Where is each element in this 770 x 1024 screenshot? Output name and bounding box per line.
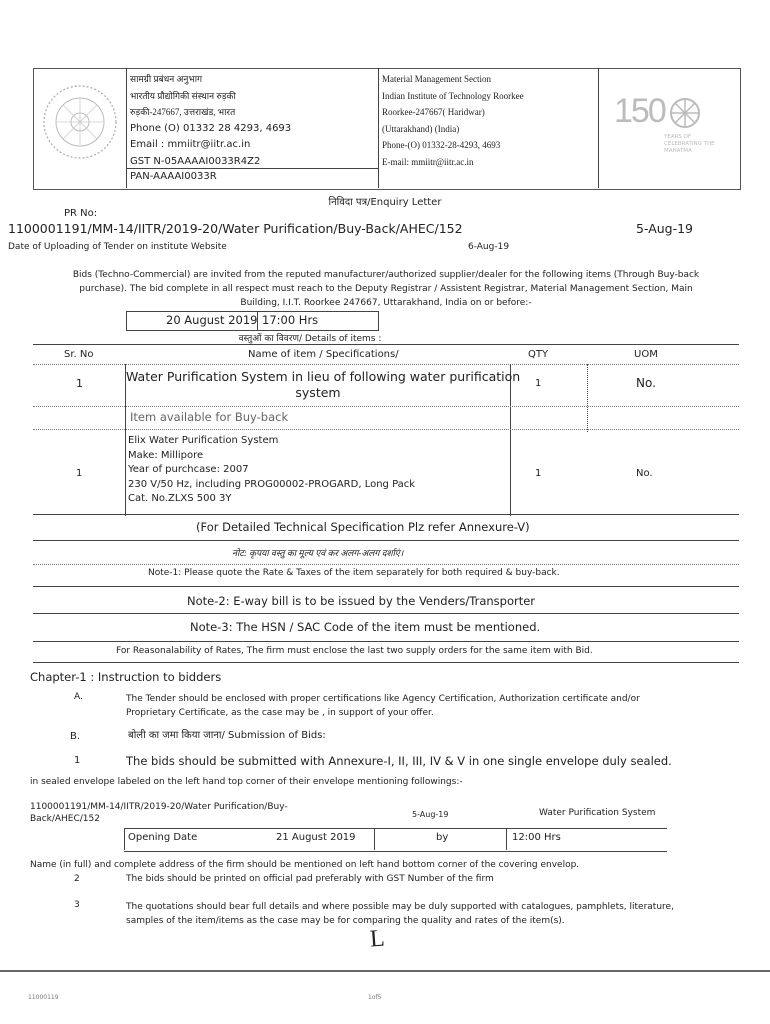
bids-text-line: Bids (Techno-Commercial) are invited from the reputed manufacturer/authorized supplier/dealer for the following items (Through Buy-back	[72, 270, 700, 280]
clause-a-text	[126, 692, 640, 720]
footer-page-number: 1of5	[368, 994, 382, 1001]
envelope-reference	[30, 801, 288, 825]
deadline-time: 17:00 Hrs	[262, 313, 319, 327]
header-pan-divider	[126, 168, 378, 169]
table-col-divider-2	[510, 364, 511, 516]
row2-spec-line: 230 V/50 Hz, including PROG00002-PROGARD, Long Pack	[128, 478, 416, 490]
col-header-name: Name of item / Specifications/	[248, 349, 399, 360]
header-hindi-block	[130, 71, 291, 170]
header-hindi-line: भारतीय प्रौद्योगिकी संस्थान रुड़की	[130, 90, 236, 101]
note3-divider	[33, 641, 739, 642]
annexure-note: (For Detailed Technical Specification Plz refer Annexure-V)	[196, 520, 530, 534]
buyback-label: Item available for Buy-back	[130, 410, 289, 424]
clause-a-line: Proprietary Certificate, as the case may be , in support of your offer.	[126, 708, 434, 718]
row1-divider	[33, 406, 739, 407]
header-eng-line: E-mail: mmiitr@iitr.ac.in	[382, 156, 474, 167]
instruction-2-num: 2	[74, 874, 80, 884]
opening-time: 12:00 Hrs	[512, 832, 561, 843]
row1-name-line: Water Purification System in lieu of following water purification	[126, 369, 521, 384]
clause-a-label: A.	[74, 692, 83, 702]
row1-qty: 1	[535, 378, 542, 389]
note-3: Note-3: The HSN / SAC Code of the item must be mentioned.	[190, 620, 541, 634]
iitr-seal-logo	[40, 82, 120, 162]
col-header-uom: UOM	[634, 349, 658, 360]
header-eng-line: (Uttarakhand) (India)	[382, 123, 460, 134]
header-hindi-line: सामग्री प्रबंधन अनुभाग	[130, 74, 203, 84]
clause-a-line: The Tender should be enclosed with proper certifications like Agency Certification, Authorization certificate and/or	[126, 694, 640, 704]
row2-uom: No.	[636, 468, 653, 479]
header-divider-left	[126, 68, 127, 188]
row2-spec-line: Year of purchcase: 2007	[128, 464, 249, 476]
envelope-date: 5-Aug-19	[412, 810, 449, 819]
note-2: Note-2: E-way bill is to be issued by the Venders/Transporter	[187, 594, 536, 608]
table-top-border	[33, 344, 739, 345]
note-1: Note-1: Please quote the Rate & Taxes of the item separately for both required & buy-back.	[148, 568, 560, 578]
row1-uom: No.	[636, 376, 656, 390]
upload-date: 6-Aug-19	[468, 242, 510, 252]
bids-text-line: purchase). The bid complete in all respect must reach to the Deputy Registrar / Assistent Registrar, Material Management Section, Main	[79, 284, 693, 294]
header-eng-line: Indian Institute of Technology Roorkee	[382, 90, 524, 101]
header-english-block	[382, 71, 524, 170]
row2-spec-line: Cat. No.ZLXS 500 3Y	[128, 493, 232, 505]
row2-divider	[33, 514, 739, 515]
table-bottom-border	[33, 662, 739, 663]
header-email: Email : mmiitr@iitr.ac.in	[130, 139, 251, 150]
note1-divider	[33, 586, 739, 587]
col-header-srno: Sr. No	[64, 349, 94, 360]
row2-sr: 1	[76, 468, 83, 479]
opening-box-mid	[374, 828, 375, 850]
opening-date-box	[124, 828, 667, 852]
row1-name-line: system	[295, 385, 341, 400]
opening-box-left	[124, 828, 125, 850]
handwritten-mark: L	[369, 925, 386, 953]
instruction-3-line: samples of the item/items as the case may be for comparing the quality and rates of the item(s).	[126, 916, 565, 926]
pr-date: 5-Aug-19	[636, 221, 694, 236]
clause-b-label: B.	[70, 731, 81, 742]
pr-label: PR No:	[64, 208, 98, 219]
charkha-wheel-icon	[668, 96, 702, 130]
logo-150-text: 150	[614, 92, 665, 130]
header-eng-line: Material Management Section	[382, 74, 491, 84]
row2-spec-line: Make: Millipore	[128, 449, 204, 461]
opening-date-label: Opening Date	[128, 832, 198, 843]
note2-divider	[33, 613, 739, 614]
header-gst: GST N-05AAAAI0033R4Z2	[130, 155, 261, 167]
hindi-note: नोट: कृपया वस्तु का मूल्य एवं कर अलग-अलग दर्शाएं।	[232, 548, 404, 558]
row1-item-name	[126, 369, 521, 401]
opening-date-value: 21 August 2019	[276, 832, 356, 843]
row1-sr: 1	[76, 377, 83, 390]
row2-spec-line: Elix Water Purification System	[128, 435, 279, 446]
clause-b-text: बोली का जमा किया जाना/ Submission of Bids:	[128, 730, 326, 741]
instruction-3-text	[126, 900, 674, 928]
table-col-divider-3	[587, 364, 588, 432]
instruction-3-num: 3	[74, 900, 80, 910]
pr-number: 1100001191/MM-14/IITR/2019-20/Water Purification/Buy-Back/AHEC/152	[8, 221, 463, 236]
envelope-item: Water Purification System	[539, 808, 656, 818]
header-eng-line: Roorkee-247667( Haridwar)	[382, 107, 485, 117]
deadline-date: 20 August 2019	[166, 313, 258, 327]
col-header-qty: QTY	[528, 349, 549, 360]
header-divider-mid	[378, 68, 379, 188]
reasonability-note: For Reasonalability of Rates, The firm must enclose the last two supply orders for the same item with Bid.	[116, 646, 593, 656]
sealed-envelope-text: in sealed envelope labeled on the left hand top corner of their envelope mentioning followings:-	[30, 777, 463, 787]
upload-label: Date of Uploading of Tender on institute Website	[8, 242, 227, 252]
buyback-divider	[33, 429, 739, 430]
items-caption: वस्तुओं का विवरण/ Details of items :	[238, 334, 382, 344]
table-header-divider	[33, 364, 739, 365]
row2-qty: 1	[535, 468, 542, 479]
bids-text-line: Building, I.I.T. Roorkee 247667, Uttarakhand, India on or before:-	[240, 298, 532, 308]
opening-box-right	[506, 828, 507, 850]
annexure-divider	[33, 540, 739, 541]
header-pan: PAN-AAAAI0033R	[130, 171, 217, 182]
opening-by: by	[436, 832, 449, 843]
header-eng-line: Phone-(O) 01332-28-4293, 4693	[382, 140, 501, 150]
logo-150-caption: YEARS OF CELEBRATING THE MAHATMA	[664, 134, 715, 154]
row2-item-spec	[128, 434, 415, 507]
instruction-1-num: 1	[74, 755, 81, 766]
header-divider-right	[598, 68, 599, 188]
instruction-1-text: The bids should be submitted with Annexure-I, II, III, IV & V in one single envelope duly sealed.	[126, 754, 672, 768]
bids-invitation-text	[8, 268, 764, 310]
header-hindi-line: रुड़की-247667, उत्तराखंड, भारत	[130, 107, 236, 117]
header-phone: Phone (O) 01332 28 4293, 4693	[130, 122, 292, 134]
envelope-ref-line: Back/AHEC/152	[30, 814, 100, 824]
footer-rule	[0, 970, 770, 972]
envelope-ref-line: 1100001191/MM-14/IITR/2019-20/Water Purification/Buy-	[30, 802, 288, 812]
chapter-title: Chapter-1 : Instruction to bidders	[30, 670, 222, 684]
name-address-instruction: Name (in full) and complete address of the firm should be mentioned on left hand bottom corner of the covering envelop.	[30, 860, 580, 870]
page-title: निविदा पत्र/Enquiry Letter	[328, 197, 442, 208]
instruction-3-line: The quotations should bear full details and where possible may be duly supported with catalogues, pamphlets, literature,	[126, 902, 674, 912]
instruction-2-text: The bids should be printed on official pad preferably with GST Number of the firm	[126, 874, 494, 884]
footer-left-text: 11000119	[28, 994, 59, 1001]
hindi-note-divider	[33, 564, 739, 565]
